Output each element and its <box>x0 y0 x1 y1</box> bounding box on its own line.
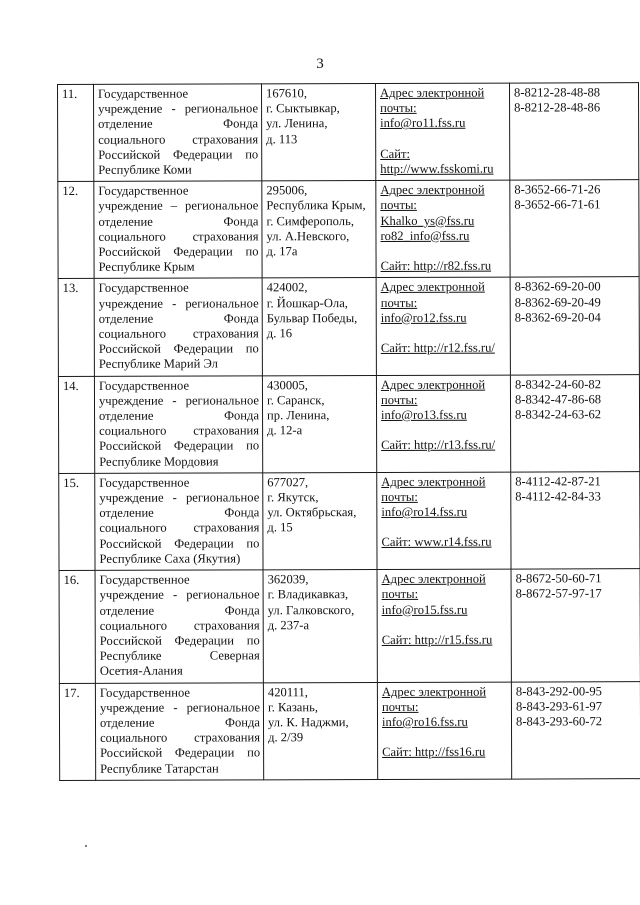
phone-number: 8-8672-57-97-17 <box>515 586 602 601</box>
email-link[interactable]: info@ro16.fss.ru <box>381 714 468 729</box>
phone-numbers <box>509 83 638 181</box>
postal-address <box>262 181 376 279</box>
table-row <box>59 569 640 683</box>
organization-line: социального страхования <box>99 423 260 439</box>
organization-name <box>95 473 263 571</box>
stray-mark <box>85 845 87 847</box>
organization-line: Государственное <box>98 86 189 101</box>
spacer <box>382 617 508 632</box>
address-line: 424002, <box>266 280 308 295</box>
phone-number: 8-8342-24-63-62 <box>515 407 602 422</box>
address-line: ул. А.Невского, <box>266 228 350 244</box>
spacer <box>381 244 507 259</box>
organization-line: Государственное <box>99 685 191 700</box>
address-line: пр. Ленина, <box>267 408 330 423</box>
spacer <box>382 730 508 745</box>
postal-address <box>263 570 377 683</box>
website-link[interactable]: Сайт: http://r82.fss.ru <box>380 258 492 274</box>
address-line: ул. Ленина, <box>266 116 328 131</box>
row-number: 14. <box>58 376 94 473</box>
address-line: Республика Крым, <box>266 198 366 213</box>
organization-line: социального страхования <box>98 131 259 147</box>
address-line: г. Симферополь, <box>266 213 354 228</box>
address-line: г. Йошкар-Ола, <box>266 295 348 310</box>
row-number: 16. <box>59 570 95 683</box>
phone-number: 8-843-293-61-97 <box>515 699 603 714</box>
phone-numbers <box>510 277 639 375</box>
postal-address <box>262 278 376 376</box>
organization-line: Российской Федерации по <box>98 244 259 259</box>
fss-offices-table <box>57 82 640 781</box>
online-contacts <box>377 682 511 780</box>
organization-line: Республике Марий Эл <box>98 356 218 372</box>
postal-address <box>263 682 377 780</box>
organization-line: отделение Фонда <box>99 715 261 730</box>
organization-line: социального страхования <box>98 326 259 341</box>
address-line: д. 237-а <box>267 617 310 633</box>
address-line: 167610, <box>266 86 307 101</box>
address-line: 677027, <box>267 475 309 490</box>
email-link[interactable]: info@ro15.fss.ru <box>381 602 468 617</box>
email-link[interactable]: ro82_info@fss.ru <box>380 228 470 243</box>
organization-line: учреждение - региональное <box>98 393 260 408</box>
organization-line: Республике Мордовия <box>99 454 219 469</box>
phone-number: 8-843-293-60-72 <box>515 714 603 729</box>
email-label: Адрес электронной почты: <box>381 684 487 714</box>
website-link[interactable]: Сайт: http://fss16.ru <box>382 744 486 760</box>
online-contacts <box>376 278 510 376</box>
address-line: ул. К. Наджми, <box>267 715 349 730</box>
phone-numbers <box>511 681 640 779</box>
address-line: 362039, <box>267 572 309 587</box>
address-line: Бульвар Победы, <box>266 310 358 326</box>
online-contacts <box>377 569 511 682</box>
phone-number: 8-4112-42-84-33 <box>515 489 601 504</box>
table-body <box>58 83 640 781</box>
table-row <box>59 472 640 571</box>
organization-line: Республике Крым <box>98 259 195 275</box>
spacer <box>381 326 507 341</box>
address-line: г. Якутск, <box>267 490 319 505</box>
organization-line: Республике Северная <box>99 648 260 663</box>
address-line: г. Владикавказ, <box>267 587 349 602</box>
organization-line: Российской Федерации по <box>98 341 259 357</box>
phone-number: 8-8362-69-20-04 <box>514 310 601 325</box>
organization-line: отделение Фонда <box>98 116 259 132</box>
row-number: 12. <box>58 182 94 279</box>
website-link[interactable]: Сайт: http://r15.fss.ru <box>381 632 493 647</box>
organization-line: учреждение - региональное <box>98 296 259 311</box>
organization-line: Государственное <box>98 378 190 393</box>
email-label: Адрес электронной почты: <box>380 182 485 213</box>
address-line: д. 2/39 <box>268 730 304 745</box>
organization-line: Государственное <box>98 281 189 296</box>
table-row <box>58 83 639 182</box>
organization-line: отделение Фонда <box>98 213 259 229</box>
table-row <box>58 374 639 473</box>
address-line: д. 15 <box>267 520 293 535</box>
online-contacts <box>377 472 511 570</box>
organization-line: Российской Федерации по <box>99 536 260 551</box>
organization-line: Государственное <box>99 475 190 490</box>
organization-line: Российской Федерации по <box>100 745 261 761</box>
phone-number: 8-8672-50-60-71 <box>515 571 602 586</box>
row-number: 11. <box>58 84 94 181</box>
address-line: г. Сыктывкар, <box>266 101 340 116</box>
organization-line: отделение Фонда <box>99 602 260 618</box>
website-link[interactable]: Сайт: www.r14.fss.ru <box>381 535 492 550</box>
website-link[interactable]: Сайт: http://r13.fss.ru/ <box>381 437 496 453</box>
address-line: ул. Октябрьская, <box>267 505 357 520</box>
organization-name <box>94 181 262 279</box>
online-contacts <box>376 180 510 278</box>
organization-line: Республике Татарстан <box>100 761 219 776</box>
organization-line: Осетия-Алания <box>99 663 183 679</box>
email-link[interactable]: info@ro12.fss.ru <box>380 310 467 325</box>
phone-number: 8-8362-69-20-00 <box>514 279 601 295</box>
phone-number: 8-4112-42-87-21 <box>515 474 601 489</box>
postal-address <box>262 375 376 473</box>
organization-line: Российской Федерации по <box>99 438 260 454</box>
address-line: г. Казань, <box>267 699 319 715</box>
phone-number: 8-8342-24-60-82 <box>514 376 602 392</box>
organization-line: отделение Фонда <box>98 311 259 326</box>
phone-number: 8-843-292-00-95 <box>515 683 602 699</box>
organization-line: отделение Фонда <box>99 505 260 521</box>
table-row <box>58 180 639 279</box>
row-number: 17. <box>59 683 95 780</box>
address-line: д. 16 <box>266 326 293 341</box>
organization-line: Республике Саха (Якутия) <box>99 551 241 566</box>
address-line: г. Саранск, <box>266 393 325 408</box>
table-row <box>58 277 639 376</box>
organization-line: Российской Федерации по <box>98 147 259 162</box>
organization-line: учреждение - региональное <box>98 101 259 117</box>
organization-line: Российской Федерации по <box>99 633 260 648</box>
organization-line: Республике Коми <box>98 162 192 177</box>
organization-line: социального страхования <box>100 730 261 745</box>
row-number: 13. <box>58 279 94 376</box>
phone-numbers <box>511 472 640 570</box>
email-link[interactable]: info@ro11.fss.ru <box>380 116 466 131</box>
organization-line: Государственное <box>98 183 189 199</box>
phone-number: 8-8362-69-20-49 <box>514 294 601 310</box>
organization-line: учреждение - региональное <box>99 490 260 505</box>
email-label: Адрес электронной почты: <box>380 280 485 310</box>
organization-line: учреждение - региональное <box>99 700 260 715</box>
email-label: Адрес электронной почты: <box>381 571 486 602</box>
online-contacts <box>376 375 510 473</box>
phone-numbers <box>511 569 640 682</box>
address-line: д. 113 <box>266 131 298 146</box>
row-number: 15. <box>59 473 95 570</box>
address-line: д. 12-а <box>267 423 303 438</box>
spacer <box>381 520 507 535</box>
phone-number: 8-3652-66-71-61 <box>514 197 601 212</box>
phone-number: 8-8212-28-48-88 <box>514 85 601 100</box>
page-number: 3 <box>316 56 324 72</box>
address-line: 430005, <box>266 377 308 392</box>
email-link[interactable]: info@ro13.fss.ru <box>381 407 467 423</box>
organization-name <box>94 278 262 376</box>
organization-name <box>95 570 263 683</box>
phone-number: 8-8212-28-48-86 <box>514 100 601 115</box>
phone-number: 8-3652-66-71-26 <box>514 182 601 197</box>
email-link[interactable]: info@ro14.fss.ru <box>381 504 468 520</box>
email-link[interactable]: Khalko_ys@fss.ru <box>380 213 475 228</box>
website-link[interactable]: Сайт: http://www.fsskomi.ru <box>380 146 494 176</box>
table-row <box>59 681 640 780</box>
phone-numbers <box>510 374 639 472</box>
organization-line: отделение Фонда <box>99 408 260 423</box>
organization-name <box>95 682 263 780</box>
phone-numbers <box>510 180 639 278</box>
organization-line: учреждение – региональное <box>98 198 259 214</box>
organization-name <box>94 84 262 182</box>
organization-line: социального страхования <box>99 618 260 633</box>
organization-line: Государственное <box>99 572 190 587</box>
postal-address <box>263 472 377 570</box>
address-line: 295006, <box>266 183 308 198</box>
phone-number: 8-8342-47-86-68 <box>514 392 602 407</box>
address-line: д. 17а <box>266 244 298 259</box>
organization-line: социального страхования <box>99 520 260 536</box>
postal-address <box>262 83 376 181</box>
website-link[interactable]: Сайт: http://r12.fss.ru/ <box>380 340 495 356</box>
organization-line: социального страхования <box>98 229 259 244</box>
spacer <box>380 131 506 146</box>
organization-name <box>94 376 262 474</box>
email-label: Адрес электронной почты: <box>380 85 485 116</box>
address-line: ул. Галковского, <box>267 602 355 617</box>
email-label: Адрес электронной почты: <box>381 474 486 505</box>
email-label: Адрес электронной почты: <box>380 377 486 407</box>
online-contacts <box>376 83 510 181</box>
organization-line: учреждение - региональное <box>99 587 260 603</box>
spacer <box>381 423 507 438</box>
address-line: 420111, <box>267 684 308 699</box>
